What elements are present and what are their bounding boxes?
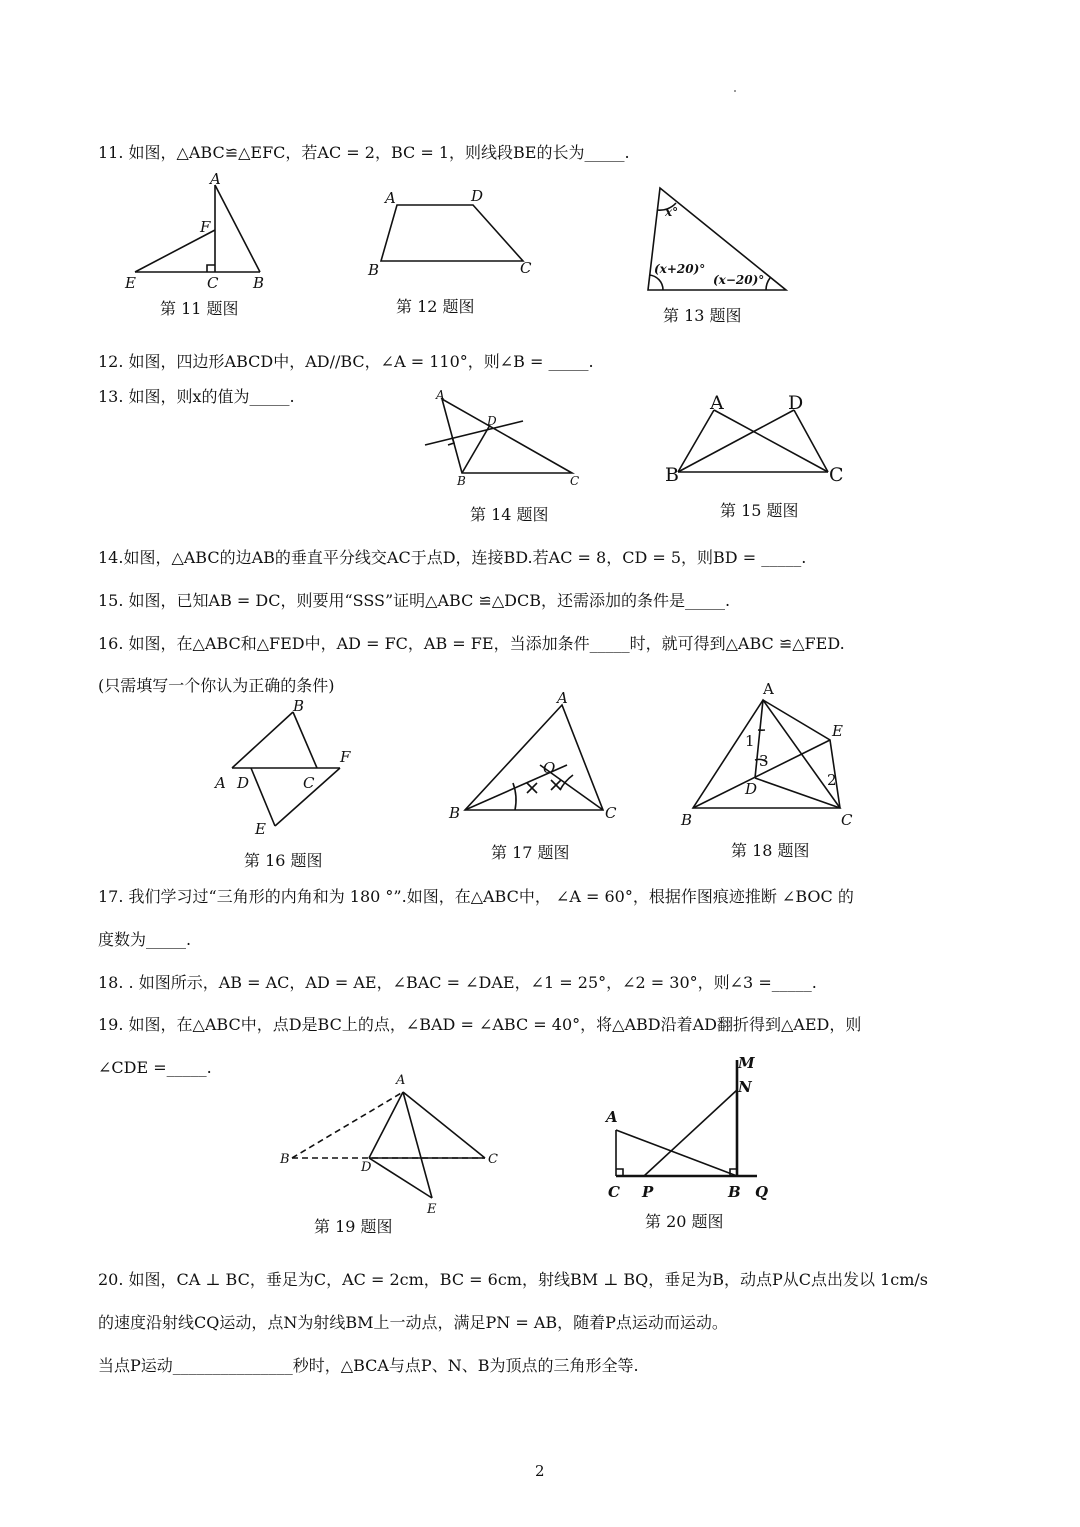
fig20-label-C: C xyxy=(608,1183,620,1201)
figure-14 xyxy=(420,385,590,490)
fig18-label-1: 1 xyxy=(745,732,755,750)
fig20-label-M: M xyxy=(738,1054,755,1072)
figure-13 xyxy=(640,180,795,300)
figure-12 xyxy=(365,185,545,280)
fig14-label-B: B xyxy=(457,474,466,488)
fig14-label-D: D xyxy=(487,414,497,428)
question-20-line-3: 当点P运动_______________秒时，△BCA与点P、N、B为顶点的三角形全等. xyxy=(98,1356,639,1375)
fig18-label-C: C xyxy=(841,811,853,829)
caption-fig13: 第 13 题图 xyxy=(663,306,742,325)
fig15-label-A: A xyxy=(710,392,724,414)
fig16-label-E: E xyxy=(255,820,266,838)
fig19-segment-AD xyxy=(369,1092,403,1158)
fig20-label-B: B xyxy=(728,1183,741,1201)
caption-fig17: 第 17 题图 xyxy=(491,843,570,862)
figure-16 xyxy=(205,690,365,840)
question-17-line-2: 度数为_____. xyxy=(98,930,192,949)
fig16-label-C: C xyxy=(303,774,315,792)
figure-19 xyxy=(275,1068,510,1218)
fig20-segment-PN xyxy=(644,1090,737,1176)
fig11-label-E: E xyxy=(125,274,136,292)
fig18-label-2: 2 xyxy=(827,771,837,789)
fig17-label-O: O xyxy=(543,759,556,777)
fig13-angle-arc-left xyxy=(649,275,663,290)
fig14-label-C: C xyxy=(570,474,580,488)
caption-fig16: 第 16 题图 xyxy=(244,851,323,870)
fig18-label-3: 3 xyxy=(759,752,769,770)
caption-fig19: 第 19 题图 xyxy=(314,1217,393,1236)
scan-speck xyxy=(734,90,736,92)
fig14-perpendicular-bisector xyxy=(425,421,523,445)
fig20-label-A: A xyxy=(606,1108,618,1126)
fig11-segment-AB xyxy=(215,185,260,272)
fig16-segment-DE xyxy=(251,768,275,826)
figure-18 xyxy=(675,680,865,830)
question-14: 14.如图，△ABC的边AB的垂直平分线交AC于点D，连接BD.若AC = 8，CD = 5，则BD = _____. xyxy=(98,548,807,567)
fig18-label-E: E xyxy=(832,722,843,740)
fig11-label-B: B xyxy=(253,274,265,292)
fig12-label-C: C xyxy=(520,259,532,277)
fig20-label-N: N xyxy=(738,1078,752,1096)
fig13-label-right-angle: (x−20)° xyxy=(713,273,765,287)
question-13: 13. 如图，则x的值为_____. xyxy=(98,387,295,406)
fig16-label-B: B xyxy=(293,697,305,715)
fig17-label-A: A xyxy=(557,689,568,707)
fig19-label-B: B xyxy=(280,1152,290,1167)
fig16-label-F: F xyxy=(340,748,351,766)
fig12-label-D: D xyxy=(471,187,484,205)
question-18: 18. . 如图所示，AB = AC，AD = AE，∠BAC = ∠DAE，∠1 = 25°，∠2 = 30°，则∠3 =_____. xyxy=(98,973,817,992)
fig11-label-A: A xyxy=(210,170,221,188)
fig19-label-D: D xyxy=(361,1160,372,1175)
fig16-segment-BC xyxy=(293,712,317,768)
figure-15 xyxy=(660,390,850,490)
question-17-line-1: 17. 我们学习过“三角形的内角和为 180 °”.如图，在△ABC中， ∠A = 60°，根据作图痕迹推断 ∠BOC 的 xyxy=(98,887,854,906)
fig19-label-E: E xyxy=(427,1202,437,1217)
caption-fig11: 第 11 题图 xyxy=(160,299,239,318)
fig12-label-B: B xyxy=(368,261,380,279)
question-16-line-1: 16. 如图，在△ABC和△FED中，AD = FC，AB = FE，当添加条件_____时，就可得到△ABC ≌△FED. xyxy=(98,634,845,653)
question-19-line-2: ∠CDE =_____. xyxy=(98,1058,212,1077)
fig17-label-B: B xyxy=(449,804,461,822)
fig20-segment-AB xyxy=(616,1130,737,1176)
fig12-quadrilateral-ABCD xyxy=(381,205,523,261)
figure-11 xyxy=(120,170,280,295)
question-16-line-2: (只需填写一个你认为正确的条件) xyxy=(98,676,335,695)
fig15-label-B: B xyxy=(665,464,679,486)
caption-fig18: 第 18 题图 xyxy=(731,841,810,860)
fig17-label-C: C xyxy=(605,804,617,822)
fig18-label-D: D xyxy=(745,780,758,798)
fig19-segment-AC xyxy=(403,1092,485,1158)
question-15: 15. 如图，已知AB = DC，则要用“SSS”证明△ABC ≌△DCB，还需添加的条件是_____. xyxy=(98,591,731,610)
fig11-segment-EF xyxy=(135,230,215,272)
question-20-line-1: 20. 如图，CA ⊥ BC，垂足为C，AC = 2cm，BC = 6cm，射线BM ⊥ BQ，垂足为B，动点P从C点出发以 1cm/s xyxy=(98,1270,928,1289)
fig20-label-P: P xyxy=(642,1183,654,1201)
fig13-label-top-angle: x° xyxy=(665,205,679,219)
fig20-label-Q: Q xyxy=(755,1183,769,1201)
caption-fig15: 第 15 题图 xyxy=(720,501,799,520)
fig16-label-A: A xyxy=(215,774,226,792)
fig11-right-angle-mark xyxy=(207,265,215,272)
fig15-label-C: C xyxy=(829,464,844,486)
question-20-line-2: 的速度沿射线CQ运动，点N为射线BM上一动点，满足PN = AB，随着P点运动而运动。 xyxy=(98,1313,728,1332)
question-11: 11. 如图，△ABC≌△EFC，若AC = 2，BC = 1，则线段BE的长为_____. xyxy=(98,143,630,162)
fig14-label-A: A xyxy=(436,388,445,402)
fig18-label-B: B xyxy=(681,811,693,829)
fig12-label-A: A xyxy=(385,189,396,207)
figure-20 xyxy=(600,1050,780,1210)
fig13-angle-arc-right xyxy=(766,278,770,290)
figure-17 xyxy=(445,685,625,830)
fig15-label-D: D xyxy=(788,392,804,414)
question-19-line-1: 19. 如图，在△ABC中，点D是BC上的点，∠BAD = ∠ABC = 40°，将△ABD沿着AD翻折得到△AED，则 xyxy=(98,1015,862,1034)
caption-fig14: 第 14 题图 xyxy=(470,505,549,524)
fig18-label-A: A xyxy=(763,680,774,698)
fig16-label-D: D xyxy=(237,774,250,792)
fig19-label-C: C xyxy=(488,1152,498,1167)
page-number: 2 xyxy=(535,1462,545,1480)
fig11-label-C: C xyxy=(207,274,219,292)
fig19-label-A: A xyxy=(396,1073,406,1088)
question-12: 12. 如图，四边形ABCD中，AD//BC，∠A = 110°，则∠B = _____. xyxy=(98,352,594,371)
fig11-label-F: F xyxy=(200,218,211,236)
fig16-segment-AB xyxy=(232,712,293,768)
fig13-label-left-angle: (x+20)° xyxy=(654,262,706,276)
caption-fig12: 第 12 题图 xyxy=(396,297,475,316)
caption-fig20: 第 20 题图 xyxy=(645,1212,724,1231)
